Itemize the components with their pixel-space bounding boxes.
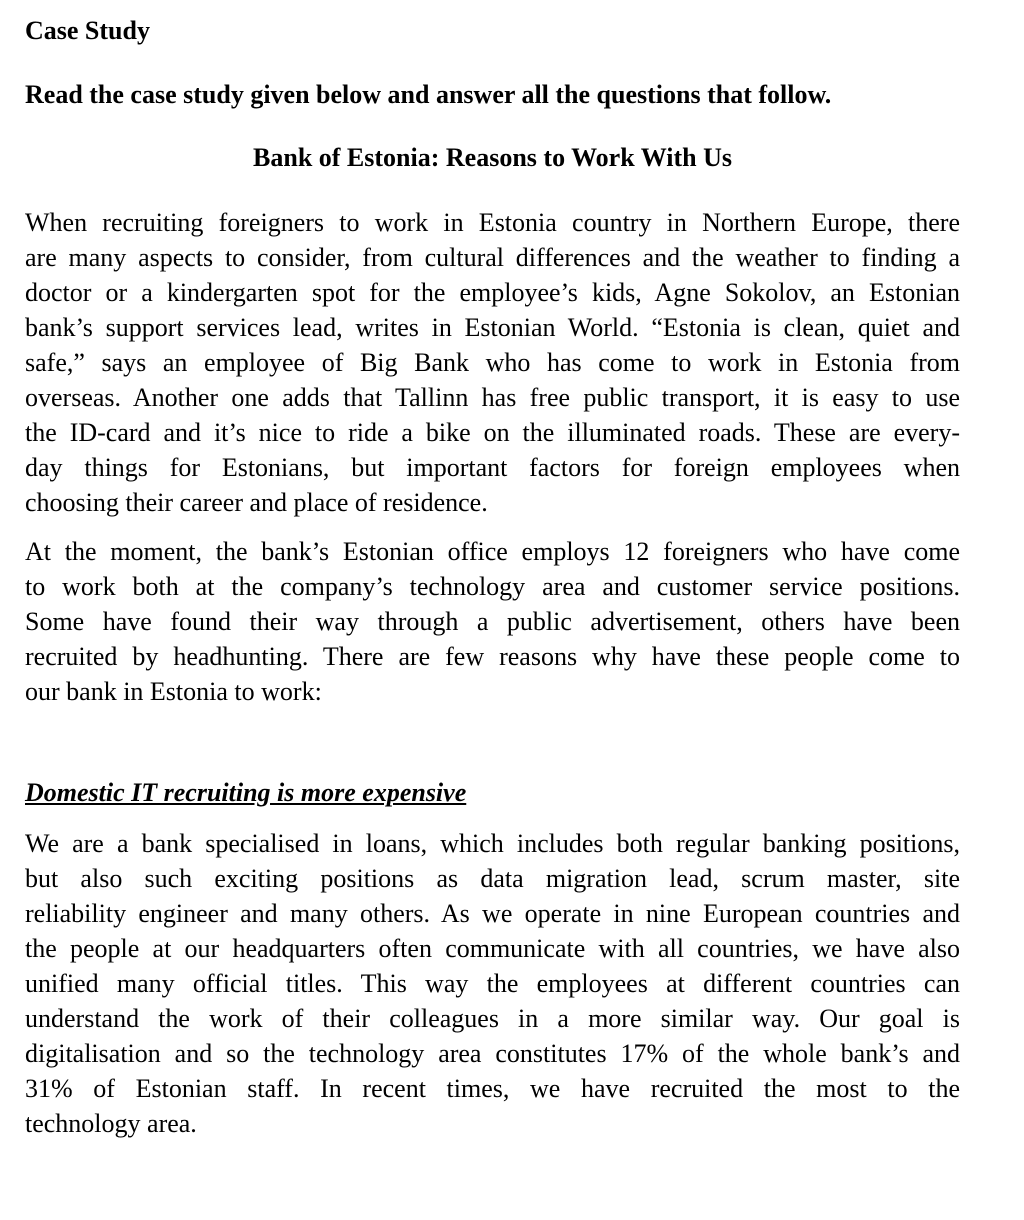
text-line: day things for Estonians, but important factors for foreign employees when (25, 453, 960, 482)
text-line: At the moment, the bank’s Estonian office employs 12 foreigners who have come (25, 537, 960, 566)
text-line: We are a bank specialised in loans, which includes both regular banking positions, (25, 829, 960, 858)
text-line: our bank in Estonia to work: (25, 677, 322, 706)
text-line: the people at our headquarters often communicate with all countries, we have also (25, 934, 960, 963)
text-line: the ID-card and it’s nice to ride a bike on the illuminated roads. These are every- (25, 418, 960, 447)
text-line: choosing their career and place of residence. (25, 488, 488, 517)
text-line: technology area. (25, 1109, 197, 1138)
text-line: understand the work of their colleagues in a more similar way. Our goal is (25, 1004, 960, 1033)
instruction: Read the case study given below and answer all the questions that follow. (25, 80, 832, 109)
text-line: overseas. Another one adds that Tallinn has free public transport, it is easy to use (25, 383, 960, 412)
text-line: are many aspects to consider, from cultural differences and the weather to finding a (25, 243, 960, 272)
text-line: safe,” says an employee of Big Bank who has come to work in Estonia from (25, 348, 960, 377)
text-line: reliability engineer and many others. As we operate in nine European countries and (25, 899, 960, 928)
case-study-label: Case Study (25, 16, 150, 45)
document-title: Bank of Estonia: Reasons to Work With Us (253, 143, 732, 172)
text-line: but also such exciting positions as data migration lead, scrum master, site (25, 864, 960, 893)
text-line: Some have found their way through a public advertisement, others have been (25, 607, 960, 636)
section-heading: Domestic IT recruiting is more expensive (25, 778, 467, 807)
paragraph-3 (25, 826, 960, 1141)
paragraph-2 (25, 534, 960, 709)
text-line: 31% of Estonian staff. In recent times, we have recruited the most to the (25, 1074, 960, 1103)
text-line: When recruiting foreigners to work in Estonia country in Northern Europe, there (25, 208, 960, 237)
paragraph-1 (25, 205, 960, 520)
text-line: to work both at the company’s technology area and customer service positions. (25, 572, 960, 601)
text-line: unified many official titles. This way the employees at different countries can (25, 969, 960, 998)
text-line: bank’s support services lead, writes in Estonian World. “Estonia is clean, quiet and (25, 313, 960, 342)
text-line: digitalisation and so the technology area constitutes 17% of the whole bank’s and (25, 1039, 960, 1068)
text-line: recruited by headhunting. There are few reasons why have these people come to (25, 642, 960, 671)
text-line: doctor or a kindergarten spot for the employee’s kids, Agne Sokolov, an Estonian (25, 278, 960, 307)
